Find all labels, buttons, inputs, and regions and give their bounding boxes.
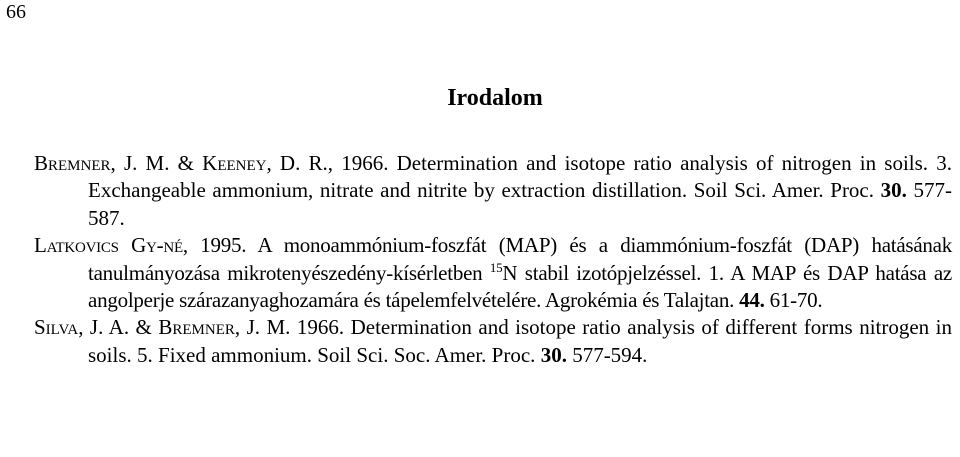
reference-item-bremner-keeney <box>34 150 952 232</box>
reference-text: 1966. Determination and isotope ratio analysis of different forms nitrogen in soils. 5. Fixed ammonium. Soil Sci. Soc. Amer. Proc. <box>88 315 952 367</box>
reference-pages: 61-70. <box>764 288 823 313</box>
reference-author: Silva, J. A. & Bremner, J. M. <box>34 315 291 340</box>
reference-text: , 1995. A monoammónium-foszfát (MAP) és a diammónium-foszfát (DAP) hatásának tanulmányozása mikrotenyészedény-kísérletben <box>88 233 952 285</box>
reference-author: Bremner, J. M. & Keeney, D. R. <box>34 151 328 175</box>
section-heading: Irodalom <box>447 85 543 111</box>
reference-item-latkovics <box>34 232 952 314</box>
reference-volume: 44. <box>739 288 765 313</box>
reference-item-silva-bremner <box>34 314 952 369</box>
reference-volume: 30. <box>540 342 567 367</box>
reference-text-continued: N stabil izotópjelzéssel. 1. A MAP és DAP hatása az angolperje szárazanyaghozamára és tápelemfelvételére. Agrokémia és Talajtan. <box>88 260 952 313</box>
reference-text: , 1966. Determination and isotope ratio analysis of nitrogen in soils. 3. Exchangeable ammonium, nitrate and nitrite by extraction distillation. Soil Sci. Amer. Proc. <box>88 151 952 203</box>
reference-volume: 30. <box>880 178 907 203</box>
reference-list <box>34 150 952 369</box>
reference-pages: 577-594. <box>566 342 648 367</box>
page-number: 66 <box>6 1 26 23</box>
isotope-superscript: 15 <box>489 259 503 275</box>
reference-pages: 577-587. <box>88 178 952 230</box>
reference-author: Latkovics Gy-né <box>34 233 183 258</box>
